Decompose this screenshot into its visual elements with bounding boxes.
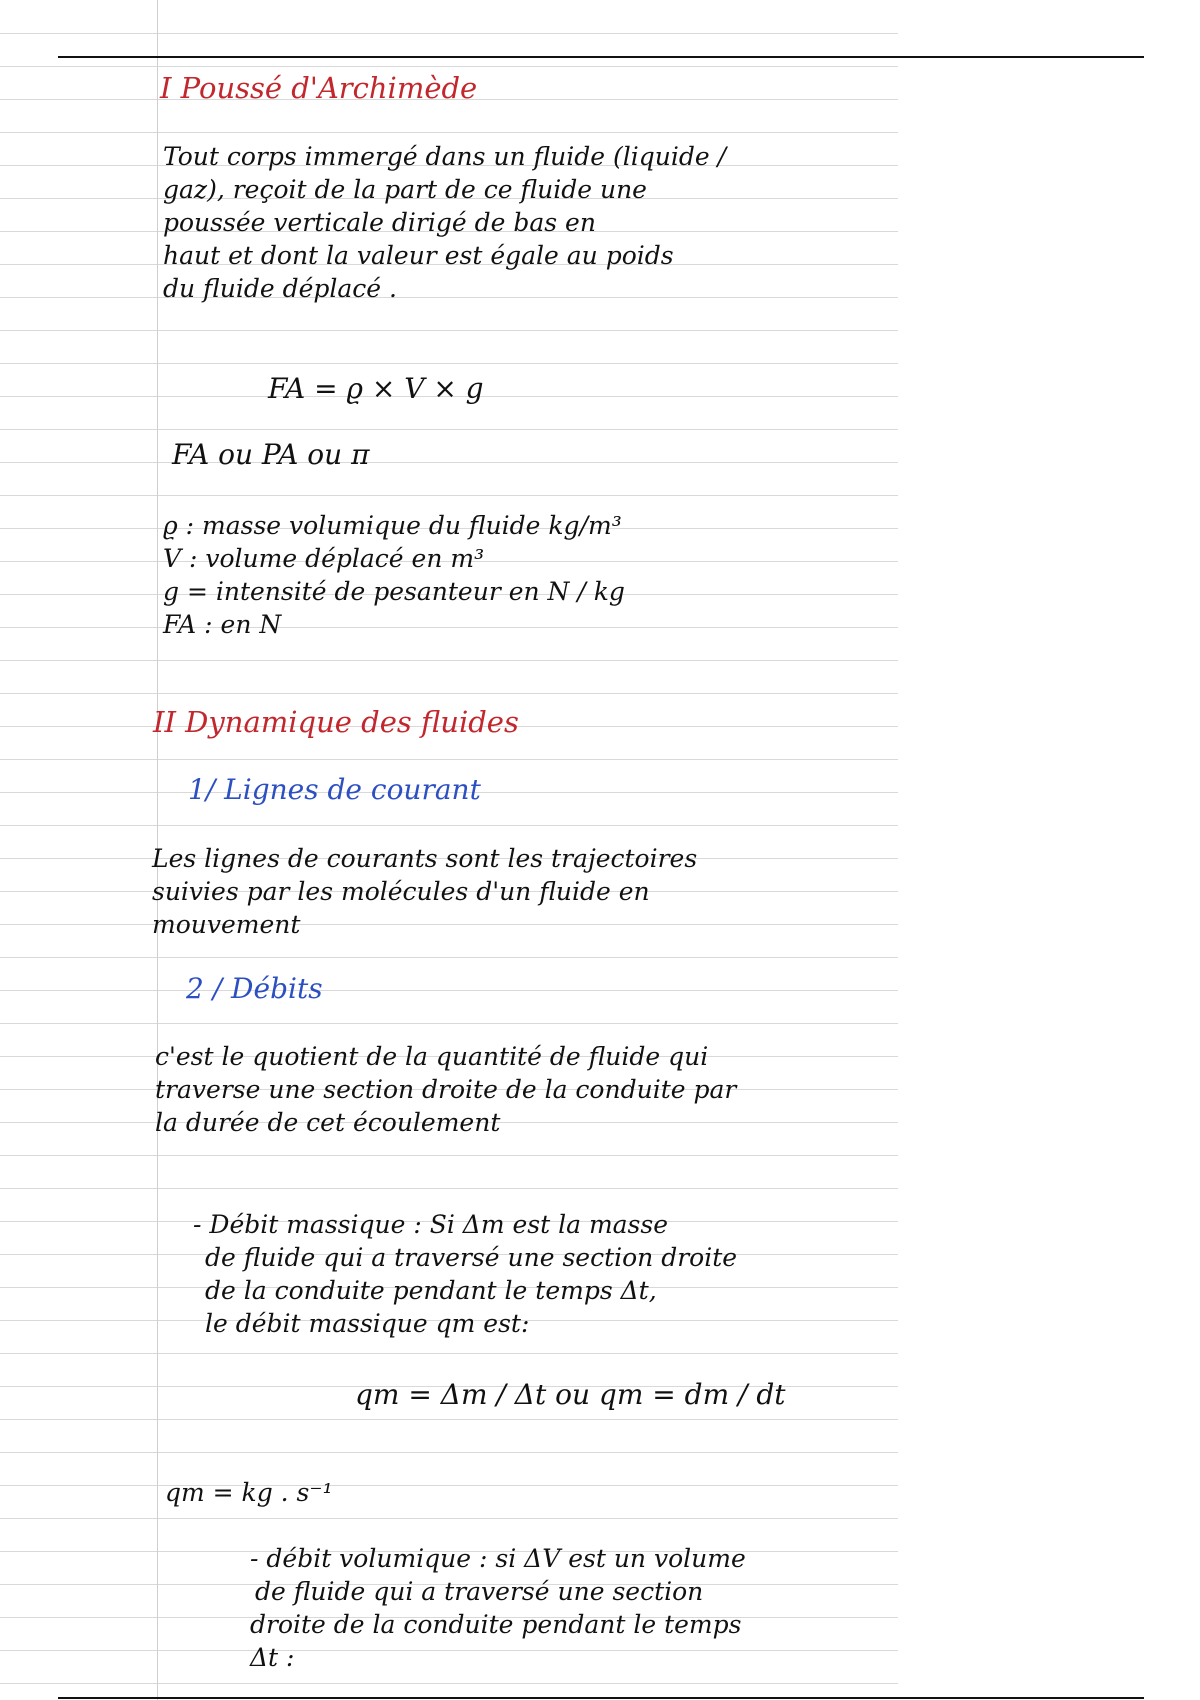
legend-line-4: FA : en N xyxy=(163,610,282,639)
mass-flow-line-1: - Débit massique : Si Δm est la masse xyxy=(193,1210,669,1239)
subsection1-title: 1/ Lignes de courant xyxy=(188,773,481,806)
legend-line-1: ϱ : masse volumique du fluide kg/m³ xyxy=(163,511,622,540)
definition-line-3: poussée verticale dirigé de bas en xyxy=(163,208,596,237)
flow-definition-line-3: la durée de cet écoulement xyxy=(155,1108,501,1137)
subsection2-title: 2 / Débits xyxy=(186,972,323,1005)
bottom-rule xyxy=(58,1697,1144,1699)
mass-flow-line-2: de fluide qui a traversé une section droite xyxy=(205,1243,738,1272)
definition-line-5: du fluide déplacé . xyxy=(163,274,397,303)
mass-flow-unit: qm = kg . s⁻¹ xyxy=(165,1478,333,1507)
archimedes-formula: FA = ϱ × V × g xyxy=(268,372,484,405)
top-rule xyxy=(58,56,1144,58)
volume-flow-line-4: Δt : xyxy=(250,1643,295,1672)
definition-line-2: gaz), reçoit de la part de ce fluide une xyxy=(163,175,647,204)
streamline-line-3: mouvement xyxy=(152,910,301,939)
volume-flow-line-2: de fluide qui a traversé une section xyxy=(255,1577,704,1606)
flow-definition-line-1: c'est le quotient de la quantité de fluide qui xyxy=(155,1042,709,1071)
legend-line-2: V : volume déplacé en m³ xyxy=(163,544,485,573)
definition-line-4: haut et dont la valeur est égale au poids xyxy=(163,241,674,270)
section2-title: II Dynamique des fluides xyxy=(153,705,519,739)
mass-flow-line-3: de la conduite pendant le temps Δt, xyxy=(205,1276,657,1305)
volume-flow-line-3: droite de la conduite pendant le temps xyxy=(250,1610,742,1639)
definition-line-1: Tout corps immergé dans un fluide (liquide / xyxy=(163,142,727,171)
volume-flow-line-1: - débit volumique : si ΔV est un volume xyxy=(250,1544,746,1573)
streamline-line-1: Les lignes de courants sont les trajectoires xyxy=(152,844,698,873)
section1-title: I Poussé d'Archimède xyxy=(160,71,478,105)
mass-flow-line-4: le débit massique qm est: xyxy=(205,1309,530,1338)
legend-line-3: g = intensité de pesanteur en N / kg xyxy=(163,577,625,606)
mass-flow-formula: qm = Δm / Δt ou qm = dm / dt xyxy=(355,1378,786,1411)
flow-definition-line-2: traverse une section droite de la conduite par xyxy=(155,1075,737,1104)
force-notation: FA ou PA ou π xyxy=(172,438,370,471)
streamline-line-2: suivies par les molécules d'un fluide en xyxy=(152,877,650,906)
